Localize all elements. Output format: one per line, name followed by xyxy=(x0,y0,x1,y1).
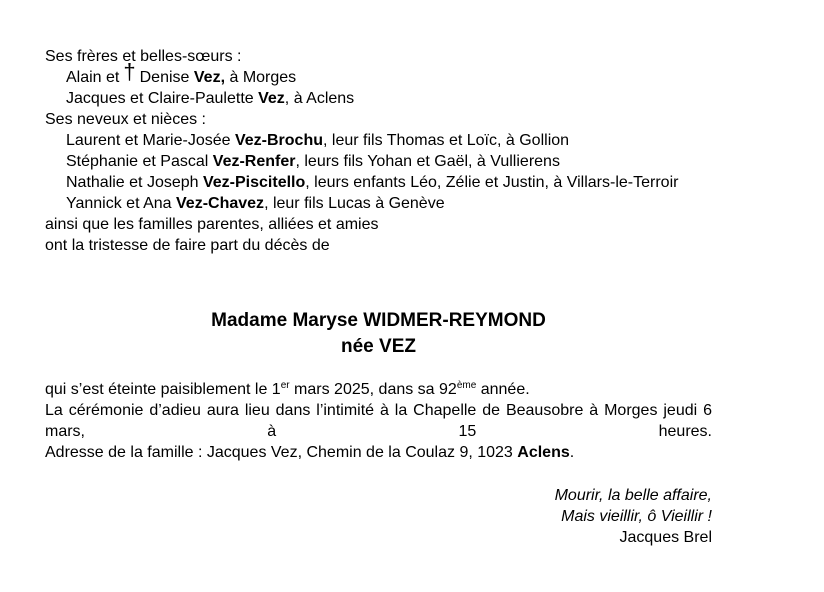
nephew-4-surname: Vez-Chavez xyxy=(176,195,265,212)
nephew-4-first-names: Yannick et Ana xyxy=(66,195,172,212)
quote-author: Jacques Brel xyxy=(619,529,712,546)
nephew-1-details: , leur fils Thomas et Loïc, à Gollion xyxy=(323,132,570,149)
sibling-1-first-names: Alain et xyxy=(66,69,120,86)
quote-line-1: Mourir, la belle affaire, xyxy=(554,487,712,504)
nephew-4-details: , leur fils Lucas à Genève xyxy=(264,195,445,212)
ceremony-line: La cérémonie d’adieu aura lieu dans l’intimité à la Chapelle de Beausobre à Morges jeudi 6 mars, à 15 heures. xyxy=(45,402,712,440)
nephew-1-first-names: Laurent et Marie-Josée xyxy=(66,132,231,149)
nephew-line-1 xyxy=(45,130,712,151)
sibling-line-1 xyxy=(45,59,712,88)
sibling-1-spouse: Denise xyxy=(139,69,190,86)
nephew-2-details: , leurs fils Yohan et Gaël, à Vullierens xyxy=(295,153,560,170)
death-sup-2: ème xyxy=(456,380,477,391)
nephews-heading: Ses neveux et nièces : xyxy=(45,111,206,128)
quote-line-2: Mais vieillir, ô Vieillir ! xyxy=(561,508,712,525)
siblings-heading: Ses frères et belles-sœurs : xyxy=(45,48,242,65)
death-text-b: mars 2025, dans sa 92 xyxy=(289,381,457,398)
others-line: ainsi que les familles parentes, alliées et amies xyxy=(45,216,379,233)
deceased-maiden-name: née VEZ xyxy=(341,336,416,357)
sibling-2-place: , à Aclens xyxy=(284,90,355,107)
address-text: Adresse de la famille : Jacques Vez, Chemin de la Coulaz 9, 1023 xyxy=(45,444,513,461)
address-end: . xyxy=(569,444,575,461)
deceased-name-block xyxy=(45,308,712,360)
cross-icon: † xyxy=(123,59,136,84)
sibling-2-first-names: Jacques et Claire-Paulette xyxy=(66,90,254,107)
nephew-3-surname: Vez-Piscitello xyxy=(202,174,306,191)
death-date-line xyxy=(45,379,712,400)
sibling-1-surname: Vez, xyxy=(193,69,226,86)
death-text-c: année. xyxy=(476,381,530,398)
quote-block xyxy=(555,485,712,548)
death-text-a: qui s’est éteinte paisiblement le 1 xyxy=(45,381,281,398)
nephew-line-4 xyxy=(45,193,712,214)
sibling-2-surname: Vez xyxy=(258,90,285,107)
family-list xyxy=(45,46,712,256)
announce-line: ont la tristesse de faire part du décès de xyxy=(45,237,330,254)
details-block xyxy=(45,379,712,463)
deceased-name: Madame Maryse WIDMER-REYMOND xyxy=(211,310,546,331)
nephew-2-surname: Vez-Renfer xyxy=(212,153,296,170)
sibling-1-place: à Morges xyxy=(229,69,297,86)
nephew-3-details: , leurs enfants Léo, Zélie et Justin, à Villars-le-Terroir xyxy=(305,174,679,191)
sibling-line-2 xyxy=(45,88,712,109)
nephew-1-surname: Vez-Brochu xyxy=(234,132,323,149)
death-sup-1: er xyxy=(280,380,290,391)
nephew-2-first-names: Stéphanie et Pascal xyxy=(66,153,209,170)
nephew-line-3 xyxy=(45,172,712,193)
address-city: Aclens xyxy=(517,444,570,461)
nephew-3-first-names: Nathalie et Joseph xyxy=(66,174,199,191)
nephew-line-2 xyxy=(45,151,712,172)
